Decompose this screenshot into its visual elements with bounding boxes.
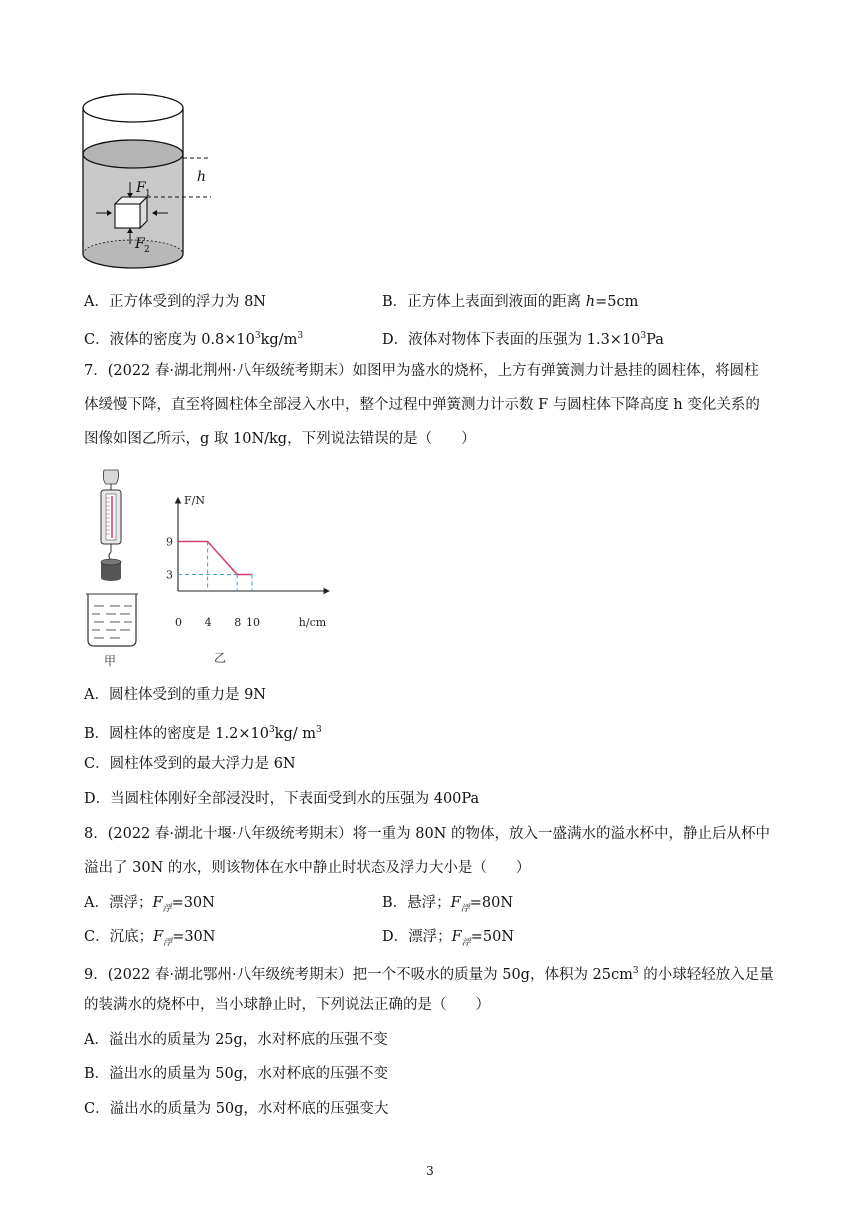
- x-tick-label: 10: [246, 616, 260, 629]
- y-axis-label: F/N: [184, 494, 205, 507]
- f-h-chart: [160, 488, 335, 668]
- q6-option-c: C．液体的密度为 $0.8\times 10^3kg/m^3$: [84, 331, 304, 348]
- q9-option-c: C．溢出水的质量为 50g，水对杯底的压强变大: [84, 1101, 389, 1117]
- q9-option-b: B．溢出水的质量为 50g，水对杯底的压强不变: [84, 1066, 388, 1082]
- x-tick-label: 4: [204, 616, 212, 629]
- x-tick-label: 0: [175, 616, 182, 629]
- q7-line-2: 体缓慢下降，直至将圆柱体全部浸入水中，整个过程中弹簧测力计示数 F 与圆柱体下降高度 h 变化关系的: [84, 397, 760, 413]
- series-line: [178, 542, 252, 575]
- q9-option-a: A．溢出水的质量为 25g，水对杯底的压强不变: [84, 1032, 388, 1048]
- q8-line-1: 8．(2022 春·湖北十堰·八年级统考期末）将一重为 80N 的物体，放入一盛满水的溢水杯中，静止后从杯中: [84, 826, 770, 842]
- q8-option-a: A．漂浮；$F_浮=30N$: [84, 895, 215, 914]
- q7-option-b: B．圆柱体的密度是 $1.2\times 10^3kg/$ $m^3$: [84, 725, 322, 742]
- y-tick-label: 3: [166, 568, 173, 582]
- page-number: 3: [426, 1164, 434, 1178]
- q7-option-a: A．圆柱体受到的重力是 9N: [84, 687, 266, 703]
- label-f1-sub: 1: [145, 189, 151, 199]
- fig-label-yi: 乙: [214, 651, 227, 665]
- q6-option-a: A．正方体受到的浮力为 8N: [84, 294, 266, 310]
- label-f1: F: [136, 180, 146, 196]
- spring-scale-beaker-figure: [82, 468, 144, 668]
- cylinder-cube-figure: [78, 86, 218, 278]
- q8-option-d: D．漂浮；$F_浮=50N$: [382, 929, 515, 948]
- x-tick-label: 8: [234, 616, 242, 629]
- label-h: h: [197, 169, 207, 185]
- q9-line-1: 9．(2022 春·湖北鄂州·八年级统考期末）把一个不吸水的质量为 50g，体积为 $25cm^3$ 的小球轻轻放入足量: [84, 966, 774, 983]
- q8-option-c: C．沉底；$F_浮=30N$: [84, 929, 216, 948]
- y-tick-label: 9: [166, 535, 173, 549]
- q7-option-d: D．当圆柱体刚好全部浸没时，下表面受到水的压强为 400Pa: [84, 791, 480, 807]
- q7-line-1: 7．(2022 春·湖北荆州·八年级统考期末）如图甲为盛水的烧杯，上方有弹簧测力计悬挂的圆柱体，将圆柱: [84, 363, 759, 379]
- q6-option-b: B．正方体上表面到液面的距离 h=5cm: [382, 294, 639, 310]
- q8-option-b: B．悬浮；$F_浮=80N$: [382, 895, 514, 914]
- x-axis-label: h/cm: [298, 616, 327, 629]
- q9-line-2: 的装满水的烧杯中，当小球静止时，下列说法正确的是（ ）: [84, 997, 490, 1013]
- q6-option-d: D．液体对物体下表面的压强为 $1.3\times 10^3Pa$: [382, 331, 664, 348]
- q7-option-c: C．圆柱体受到的最大浮力是 6N: [84, 756, 296, 772]
- label-f2: F: [135, 236, 145, 252]
- q7-line-3: 图像如图乙所示，g 取 10N/kg，下列说法错误的是（ ）: [84, 431, 476, 447]
- q8-line-2: 溢出了 30N 的水，则该物体在水中静止时状态及浮力大小是（ ）: [84, 860, 531, 876]
- label-f2-sub: 2: [144, 245, 150, 255]
- fig-label-jia: 甲: [104, 654, 117, 668]
